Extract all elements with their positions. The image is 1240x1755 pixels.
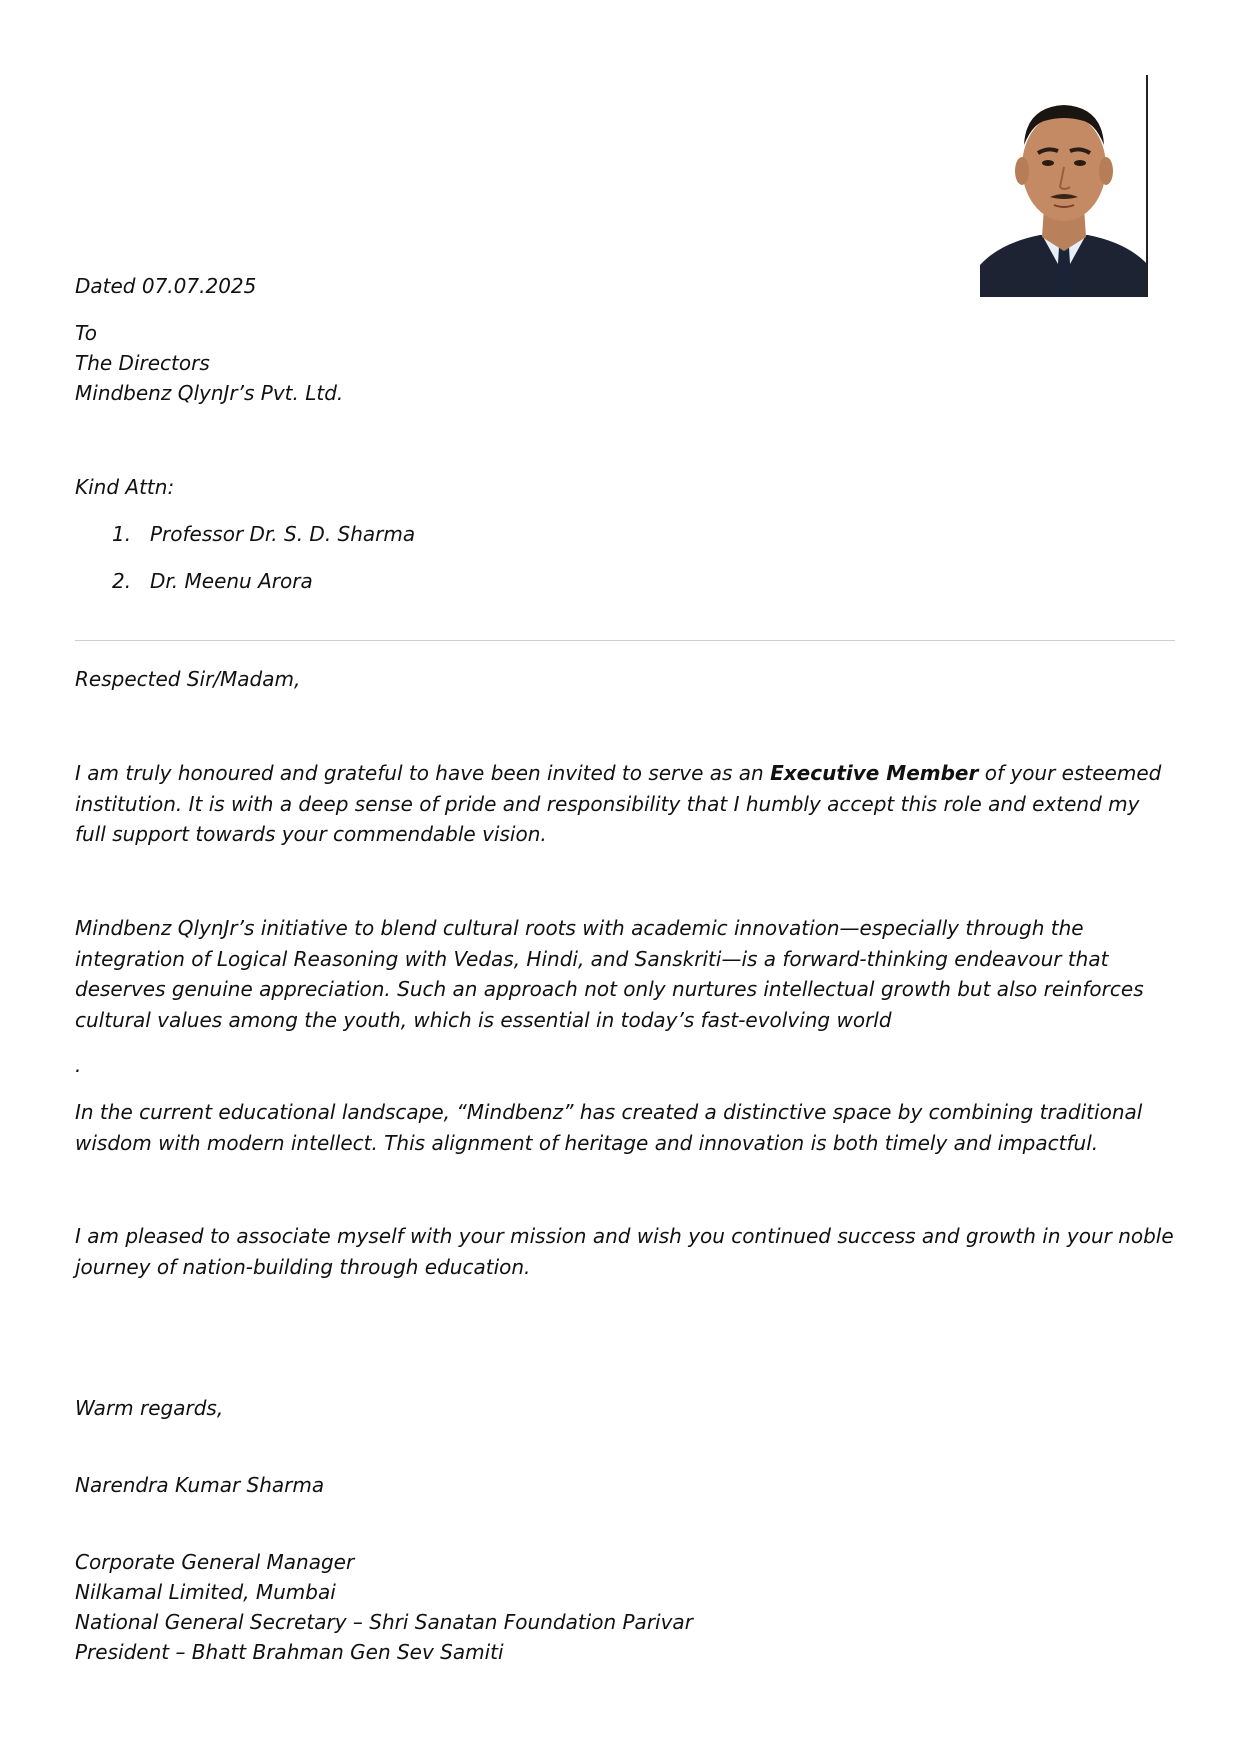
- recipient-title: The Directors: [75, 351, 210, 375]
- designation-line: National General Secretary – Shri Sanatan Foundation Parivar: [75, 1610, 693, 1634]
- attn-name: Professor Dr. S. D. Sharma: [150, 522, 416, 546]
- letter-date: Dated 07.07.2025: [75, 274, 257, 298]
- list-number: 2.: [112, 569, 132, 593]
- signatory-photo: [980, 75, 1148, 297]
- attn-label: Kind Attn:: [75, 475, 175, 499]
- paragraph-text: In the current educational landscape, “Mindbenz” has created a distinctive space by combining traditional wisdom with modern intellect. This alignment of heritage and innovation is both timely and impactful.: [75, 1100, 1143, 1155]
- horizontal-divider: [75, 640, 1175, 641]
- list-number: 1.: [112, 522, 132, 546]
- designation-line: President – Bhatt Brahman Gen Sev Samiti: [75, 1640, 504, 1664]
- paragraph-text: I am pleased to associate myself with your mission and wish you continued success and growth in your noble journey of nation-building through education.: [75, 1224, 1174, 1279]
- salutation: Respected Sir/Madam,: [75, 667, 301, 691]
- recipient-company: Mindbenz QlynJr’s Pvt. Ltd.: [75, 381, 344, 405]
- attn-list-item: [112, 519, 415, 549]
- paragraph-text: of your esteemed institution. It is with a deep sense of pride and responsibility that I humbly accept this role and extend my full support towards your commendable vision.: [75, 761, 1162, 846]
- stray-dot: .: [75, 1053, 82, 1077]
- closing: Warm regards,: [75, 1396, 224, 1420]
- role-emphasis: Executive Member: [770, 761, 979, 785]
- paragraph-initiative: [75, 913, 1175, 1035]
- to-label: To: [75, 321, 97, 345]
- paragraph-text: Mindbenz QlynJr’s initiative to blend cultural roots with academic innovation—especially through the integration of Logical Reasoning with Vedas, Hindi, and Sanskriti—is a forward-thinking endeavour that deserves genuine appreciation. Such an approach not only nurtures intellectual growth but also reinforces cultural values among the youth, which is essential in today’s fast-evolving world: [75, 916, 1144, 1032]
- designation-line: Corporate General Manager: [75, 1550, 355, 1574]
- paragraph-wishes: [75, 1221, 1175, 1282]
- paragraph-text: I am truly honoured and grateful to have been invited to serve as an: [75, 761, 771, 785]
- designation-line: Nilkamal Limited, Mumbai: [75, 1580, 336, 1604]
- attn-name: Dr. Meenu Arora: [150, 569, 313, 593]
- paragraph-acceptance: [75, 758, 1175, 850]
- signatory-name: Narendra Kumar Sharma: [75, 1473, 325, 1497]
- attn-list-item: [112, 566, 313, 596]
- paragraph-landscape: [75, 1097, 1175, 1158]
